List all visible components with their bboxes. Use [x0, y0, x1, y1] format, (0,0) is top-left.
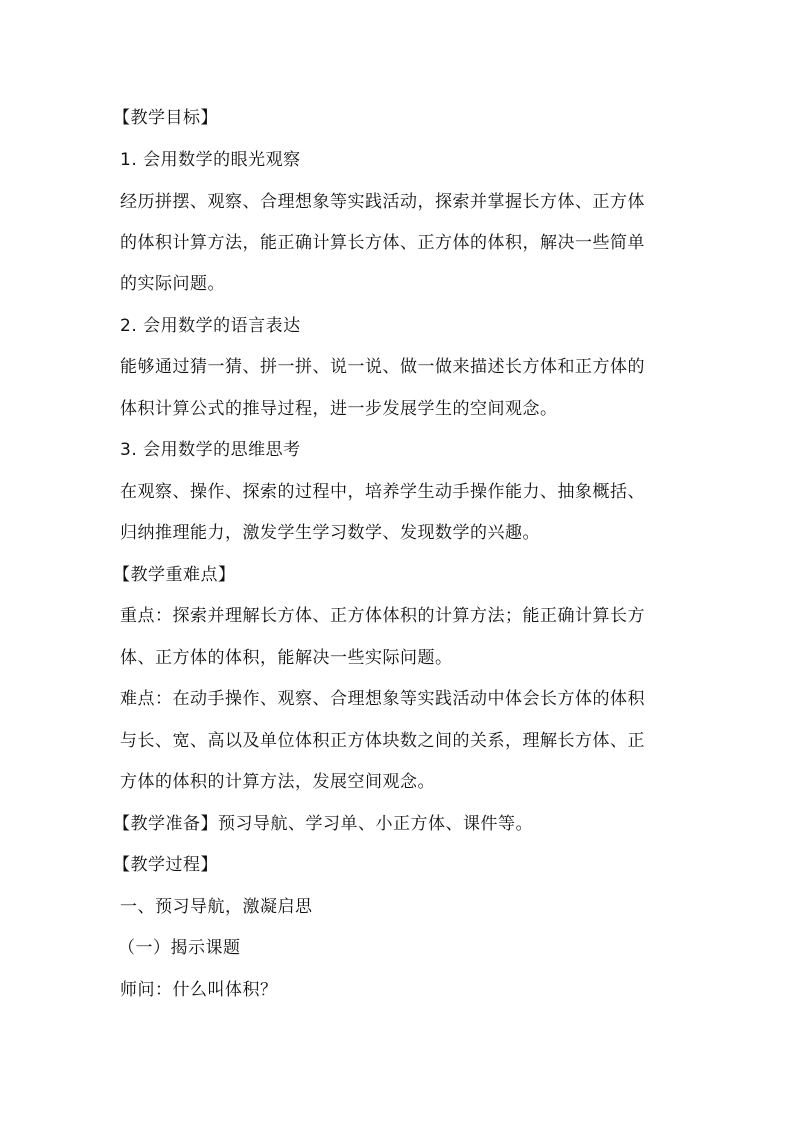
paragraph-line: 体、正方体的体积，能解决一些实际问题。: [120, 648, 453, 668]
subsection-heading: （一）揭示课题: [118, 938, 241, 958]
section-heading-teaching-goals: 【教学目标】: [113, 108, 218, 128]
paragraph-line: 体积计算公式的推导过程，进一步发展学生的空间观念。: [120, 399, 558, 419]
paragraph-line: 师问：什么叫体积？: [120, 980, 278, 1000]
paragraph-line: 的体积计算方法，能正确计算长方体、正方体的体积，解决一些简单: [120, 233, 645, 253]
paragraph-line: 归纳推理能力，激发学生学习数学、发现数学的兴趣。: [120, 523, 540, 543]
section-heading-preparation: 【教学准备】预习导航、学习单、小正方体、课件等。: [113, 814, 533, 834]
goal-heading-2: 2. 会用数学的语言表达: [120, 316, 301, 336]
paragraph-line: 在观察、操作、探索的过程中，培养学生动手操作能力、抽象概括、: [120, 482, 645, 502]
paragraph-line: 难点：在动手操作、观察、合理想象等实践活动中体会长方体的体积: [120, 689, 645, 709]
paragraph-line: 方体的体积的计算方法，发展空间观念。: [120, 772, 435, 792]
paragraph-line: 经历拼摆、观察、合理想象等实践活动，探索并掌握长方体、正方体: [120, 192, 645, 212]
paragraph-line: 与长、宽、高以及单位体积正方体块数之间的关系，理解长方体、正: [120, 731, 645, 751]
paragraph-line: 的实际问题。: [120, 274, 225, 294]
subsection-heading: 一、预习导航，激凝启思: [120, 897, 313, 917]
section-heading-key-points: 【教学重难点】: [113, 565, 236, 585]
paragraph-line: 重点：探索并理解长方体、正方体体积的计算方法；能正确计算长方: [120, 606, 645, 626]
paragraph-line: 能够通过猜一猜、拼一拼、说一说、做一做来描述长方体和正方体的: [120, 357, 645, 377]
section-heading-process: 【教学过程】: [113, 855, 218, 875]
goal-heading-3: 3. 会用数学的思维思考: [120, 440, 301, 460]
goal-heading-1: 1. 会用数学的眼光观察: [120, 150, 301, 170]
